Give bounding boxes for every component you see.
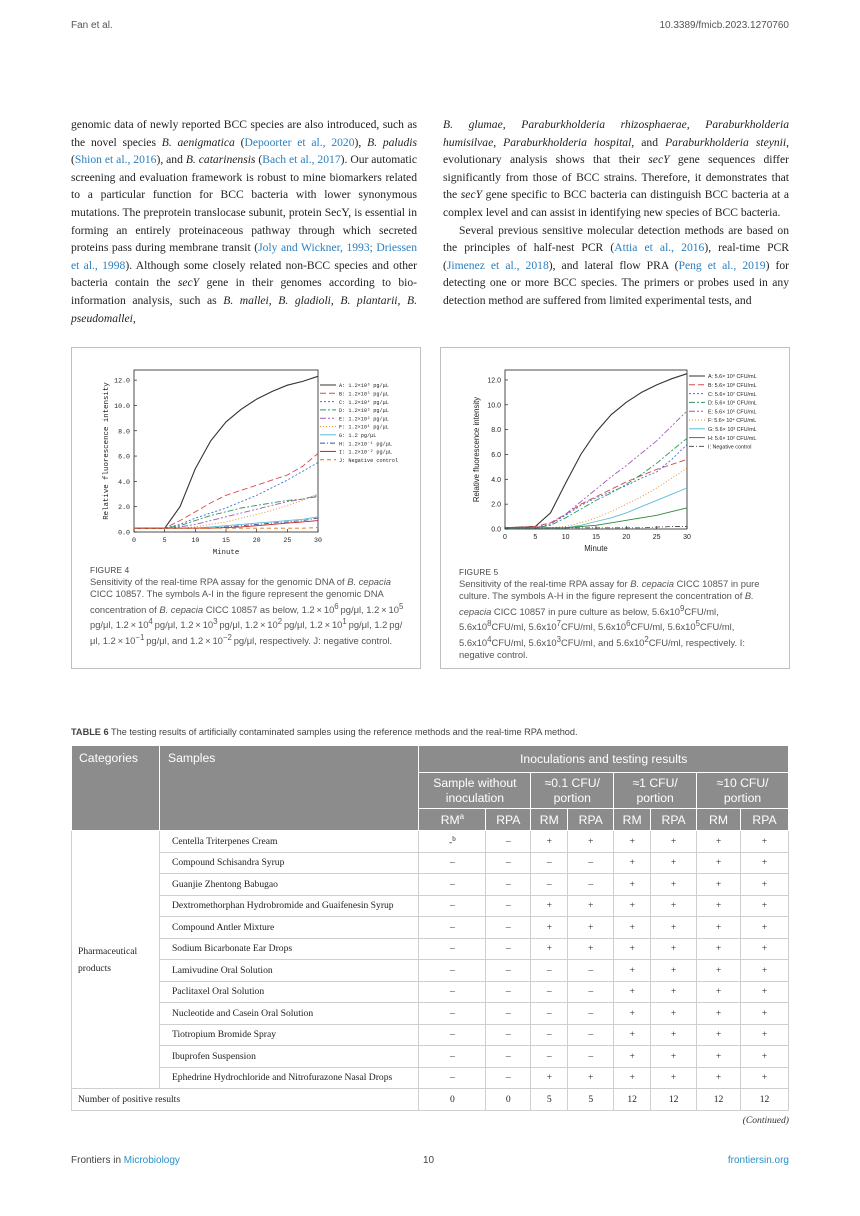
result-cell: + [568,1067,614,1089]
result-cell: – [419,917,486,939]
table-row [72,852,789,874]
result-cell: – [486,938,531,960]
result-cell: – [486,1067,531,1089]
method-header-6: RM [697,809,741,831]
y-tick-label: 6.0 [491,451,501,459]
subheader-2: ≈1 CFU/ portion [614,773,697,809]
result-cell: + [697,917,741,939]
left-text-column [71,116,417,327]
total-cell: 5 [531,1089,568,1111]
right-text-column [443,116,789,310]
total-cell: 12 [614,1089,651,1111]
legend-entry: E: 1.2×10² pg/μL [339,416,389,423]
result-cell: – [486,895,531,917]
legend-entry: J: Negative control [339,457,399,464]
figure-5-label: FIGURE 5 [459,568,499,577]
result-cell: + [568,831,614,853]
figure-5-svg [449,364,781,564]
legend-entry: F: 5.6× 10⁴ CFU/mL [708,418,757,425]
x-tick-label: 0 [503,534,507,541]
subheader-0: Sample without inoculation [419,773,531,809]
table-row [72,831,789,853]
result-cell: + [614,1003,651,1025]
table-row [72,1046,789,1068]
y-tick-label: 10.0 [487,402,501,410]
result-cell: + [614,981,651,1003]
result-cell: + [651,1003,697,1025]
header-categories: Categories [72,746,160,831]
x-tick-label: 15 [222,537,230,544]
total-cell: 0 [419,1089,486,1111]
result-cell: – [486,852,531,874]
result-cell: – [568,852,614,874]
series-line-c [505,445,687,528]
result-cell: + [651,981,697,1003]
result-cell: + [614,960,651,982]
table-6 [71,745,789,1111]
category-cell: Pharmaceutical products [72,831,160,1089]
y-axis-label: Relative fluorescence intensity [103,382,111,520]
total-cell: 12 [741,1089,789,1111]
y-tick-label: 0.0 [118,529,130,537]
header-samples: Samples [159,746,419,831]
running-head-doi: 10.3389/fmicb.2023.1270760 [659,20,789,31]
table-6-label: TABLE 6 [71,727,109,737]
result-cell: – [486,981,531,1003]
result-cell: + [614,1067,651,1089]
x-tick-label: 25 [283,537,292,544]
y-tick-label: 0.0 [491,526,501,534]
result-cell: – [419,874,486,896]
footer-journal-name: Microbiology [123,1155,180,1166]
table-continued-note: (Continued) [742,1115,789,1126]
table-row [72,895,789,917]
y-tick-label: 12.0 [114,377,130,385]
result-cell: + [741,831,789,853]
sample-name: Ibuprofen Suspension [159,1046,419,1068]
result-cell: + [531,1067,568,1089]
x-tick-label: 0 [132,537,136,544]
x-tick-label: 30 [314,537,322,544]
method-header-0: $RM^a$ [419,809,486,831]
result-cell: + [741,1024,789,1046]
table-row [72,981,789,1003]
table-6-title-text: The testing results of artificially contaminated samples using the reference methods and the real-time RPA method. [108,727,578,737]
result-cell: – [568,874,614,896]
footer-journal-prefix: Frontiers in [71,1155,124,1166]
method-header-text: RM [440,813,460,828]
result-cell: + [697,1003,741,1025]
result-cell: – [531,852,568,874]
legend-entry: C: 1.2×10⁴ pg/μL [339,399,389,406]
y-tick-label: 8.0 [491,427,501,435]
legend-entry: H: 5.6× 10² CFU/mL [708,435,757,442]
table-row [72,1003,789,1025]
result-cell: + [741,852,789,874]
result-cell: + [741,981,789,1003]
result-cell: + [651,874,697,896]
result-cell: + [697,938,741,960]
table-row [72,938,789,960]
right-paragraph-1: B. glumae, Paraburkholderia rhizosphaerae, Paraburkholderia humisilvae, Paraburkholderia hospital, and Paraburkholderia steynii, evolutionary analysis shows that their secY gene sequences differ significantly from those of BCC strains. Therefore, it demonstrates that the secY gene specific to BCC bacteria can distinguish BCC bacteria at a complex level and can assist in identifying new species of BCC bacteria. [443,118,790,219]
total-cell: 12 [697,1089,741,1111]
result-cell: + [697,981,741,1003]
method-header-5: RPA [651,809,697,831]
result-cell: – [568,1046,614,1068]
totals-label: Number of positive results [72,1089,419,1111]
result-cell: + [741,917,789,939]
figure-5-chart [449,364,781,568]
x-tick-label: 5 [162,537,167,544]
result-cell: – [419,981,486,1003]
series-line-d [134,497,318,529]
series-line-a [505,374,687,528]
sample-name: Tiotropium Bromide Spray [159,1024,419,1046]
sample-name: Compound Schisandra Syrup [159,852,419,874]
result-cell: + [651,831,697,853]
sample-name: Dextromethorphan Hydrobromide and Guaifenesin Syrup [159,895,419,917]
result-cell: + [651,1046,697,1068]
left-paragraph: genomic data of newly reported BCC species are also introduced, such as the novel species B. aenigmatica (Depoorter et al., 2020), B. paludis (Shion et al., 2016), and B. catarinensis (Bach et al., 2017). Our automatic screening and evaluation framework is robust to mine biomarkers related to a particular function for BCC bacteria with lower synonymous mutations. The preprotein translocase subunit, protein SecY, is essential in forming an entirely proteinaceous pathway through which secreted proteins pass during membrane transit (Joly and Wickner, 1993; Driessen et al., 1998). Although some closely related non-BCC species and other bacteria contain the secY gene in their genomes according to bio-information analysis, such as B. mallei, B. gladioli, B. plantarii, B. pseudomallei, [71,118,417,325]
method-header-7: RPA [741,809,789,831]
result-cell: – [486,917,531,939]
result-cell: + [651,938,697,960]
result-cell: + [697,960,741,982]
method-header-4: RM [614,809,651,831]
total-cell: 0 [486,1089,531,1111]
series-line-f [505,468,687,528]
legend-entry: C: 5.6× 10⁷ CFU/mL [708,391,757,398]
result-cell: – [486,1003,531,1025]
x-tick-label: 20 [622,534,631,541]
result-cell: + [651,1024,697,1046]
result-cell: – [568,981,614,1003]
result-cell: + [614,895,651,917]
figure-4-caption: Sensitivity of the real-time RPA assay for the genomic DNA of B. cepacia CICC 10857. The symbols A-I in the figure represent the genomic DNA concentration of B. cepacia CICC 10857 as below, $1.2 \times 10^6$ pg/μl, $1.2 \times 10^5$ pg/μl, $1.2 \times 10^4$ pg/μl, $1.2 \times 10^3$ pg/μl, $1.2 \times 10^2$ pg/μl, $1.2 \times 10^1$ pg/μl, 1.2 pg/μl, $1.2 \times 10^{-1}$ pg/μl, and $1.2 \times 10^{-2}$ pg/μl, respectively. J: negative control. [90,576,406,646]
sample-name: Paclitaxel Oral Solution [159,981,419,1003]
result-value: - [449,836,453,848]
result-cell: + [531,938,568,960]
result-cell: + [614,874,651,896]
result-cell: + [741,1067,789,1089]
method-header-2: RM [531,809,568,831]
result-cell: + [568,917,614,939]
result-cell: – [568,1024,614,1046]
result-cell: – [419,895,486,917]
result-cell: – [486,874,531,896]
figure-5-box [440,347,790,669]
result-cell: + [651,852,697,874]
result-cell: + [741,1003,789,1025]
result-cell: – [419,1003,486,1025]
result-cell: + [614,1024,651,1046]
result-cell: – [419,1024,486,1046]
sample-name: Sodium Bicarbonate Ear Drops [159,938,419,960]
result-cell: – [531,1003,568,1025]
subheader-1: ≈0.1 CFU/ portion [531,773,614,809]
result-cell: + [531,895,568,917]
result-cell: – [486,960,531,982]
running-head-authors: Fan et al. [71,20,113,31]
x-tick-label: 10 [561,534,570,541]
result-cell: + [697,1067,741,1089]
sample-name: Nucleotide and Casein Oral Solution [159,1003,419,1025]
result-cell: + [531,917,568,939]
x-tick-label: 15 [592,534,600,541]
series-line-g [505,488,687,528]
sample-name: Compound Antler Mixture [159,917,419,939]
table-row [72,1024,789,1046]
y-tick-label: 2.0 [118,504,130,512]
y-tick-label: 4.0 [118,478,130,486]
x-tick-label: 25 [652,534,661,541]
footer-site: frontiersin.org [727,1155,789,1166]
result-cell: – [419,960,486,982]
table-6-body [72,831,789,1111]
x-tick-label: 30 [683,534,691,541]
y-tick-label: 6.0 [118,453,130,461]
subheader-3: ≈10 CFU/ portion [697,773,789,809]
result-cell: + [651,960,697,982]
totals-row [72,1089,789,1111]
series-line-h [505,508,687,528]
legend-entry: E: 5.6× 10⁵ CFU/mL [708,409,757,416]
total-cell: 5 [568,1089,614,1111]
result-cell: + [568,938,614,960]
table-row [72,917,789,939]
result-cell: + [614,1046,651,1068]
legend-entry: I: 1.2×10⁻² pg/μL [339,449,392,456]
x-axis-label: Minute [584,544,608,553]
result-cell: + [651,895,697,917]
result-cell: + [651,1067,697,1089]
result-cell: – [531,874,568,896]
result-cell: – [568,1003,614,1025]
result-cell: + [697,895,741,917]
y-tick-label: 4.0 [491,476,501,484]
figure-4-svg [80,364,410,564]
result-cell: – [531,960,568,982]
y-tick-label: 12.0 [487,377,501,385]
result-cell: + [651,917,697,939]
result-cell: + [741,1046,789,1068]
figure-4-box [71,347,421,669]
result-cell: + [697,874,741,896]
result-cell: + [568,895,614,917]
result-cell: – [419,852,486,874]
result-cell: – [486,831,531,853]
result-cell: + [614,831,651,853]
result-cell: + [741,895,789,917]
result-cell: – [568,960,614,982]
y-axis-label: Relative fluorescence intensity [472,396,481,503]
legend-entry: G: 1.2 pg/μL [339,433,377,439]
result-cell: + [741,960,789,982]
y-tick-label: 8.0 [118,428,130,436]
figure-4-chart [80,364,410,568]
legend-entry: B: 1.2×10⁵ pg/μL [339,391,389,398]
method-header-1: RPA [486,809,531,831]
header-inoculations: Inoculations and testing results [419,746,789,773]
sample-name: Ephedrine Hydrochloride and Nitrofurazone Nasal Drops [159,1067,419,1089]
footer-journal [71,1155,180,1166]
result-cell: + [741,874,789,896]
result-cell: – [419,1046,486,1068]
table-row [72,874,789,896]
result-cell: + [531,831,568,853]
plot-area-frame [505,370,687,529]
result-cell: + [697,852,741,874]
legend-entry: A: 1.2×10⁶ pg/μL [339,383,389,390]
legend-entry: D: 5.6× 10⁶ CFU/mL [708,400,757,407]
legend-entry: B: 5.6× 10⁸ CFU/mL [708,383,757,389]
sample-name: Centella Triterpenes Cream [159,831,419,853]
legend-entry: F: 1.2×10¹ pg/μL [339,424,389,431]
table-row [72,1067,789,1089]
result-cell: – [531,1024,568,1046]
x-axis-label: Minute [212,549,240,557]
figure-4-label: FIGURE 4 [90,566,130,575]
result-cell: – [486,1046,531,1068]
result-cell: – [419,1067,486,1089]
y-tick-label: 2.0 [491,501,501,509]
plot-area-frame [134,370,318,532]
result-cell: + [614,917,651,939]
x-tick-label: 5 [533,534,538,541]
result-cell: – [486,1024,531,1046]
footer-page-number: 10 [423,1155,435,1166]
result-cell: – [531,1046,568,1068]
figure-5-caption: Sensitivity of the real-time RPA assay for B. cepacia CICC 10857 in pure culture. The symbols A-H in the figure represent the concentration of B. cepacia CICC 10857 in pure culture as below, $5.6x10^9CFU/ml$, $5.6x10^8CFU/ml$, $5.6x10^7CFU/ml$, $5.6x10^6CFU/ml$, $5.6x10^5CFU/ml$, $5.6x10^4CFU/ml$, $5.6x10^3CFU/ml$, and $5.6x10^2CFU/ml$, respectively. I: negative control. [459,578,760,661]
total-cell: 12 [651,1089,697,1111]
result-cell: + [614,852,651,874]
table-6-title [71,727,578,737]
result-cell: + [741,938,789,960]
y-tick-label: 10.0 [114,402,130,410]
legend-entry: G: 5.6× 10³ CFU/mL [708,427,757,433]
legend-entry: H: 1.2×10⁻¹ pg/μL [339,441,392,448]
right-paragraph-2: Several previous sensitive molecular detection methods are based on the principles of half-nest PCR (Attia et al., 2016), real-time PCR (Jimenez et al., 2018), and lateral flow PRA (Peng et al., 2019) for detecting one or more BCC species. The primers or probes used in any detection method are suffered from limited experimental tests, and [443,223,789,307]
sample-name: Lamivudine Oral Solution [159,960,419,982]
legend-entry: A: 5.6× 10⁹ CFU/mL [708,374,757,381]
result-cell: + [614,938,651,960]
series-line-a [134,376,318,528]
sample-name: Guanjie Zhentong Babugao [159,874,419,896]
result-cell: + [697,1046,741,1068]
x-tick-label: 10 [191,537,200,544]
result-cell: – [419,938,486,960]
result-cell: – [531,981,568,1003]
legend-entry: I: Negative control [708,444,752,451]
table-row [72,960,789,982]
method-header-3: RPA [568,809,614,831]
legend-entry: D: 1.2×10³ pg/μL [339,408,389,415]
result-cell: + [697,1024,741,1046]
result-cell: -$^b$ [419,831,486,853]
result-cell: + [697,831,741,853]
x-tick-label: 20 [252,537,261,544]
